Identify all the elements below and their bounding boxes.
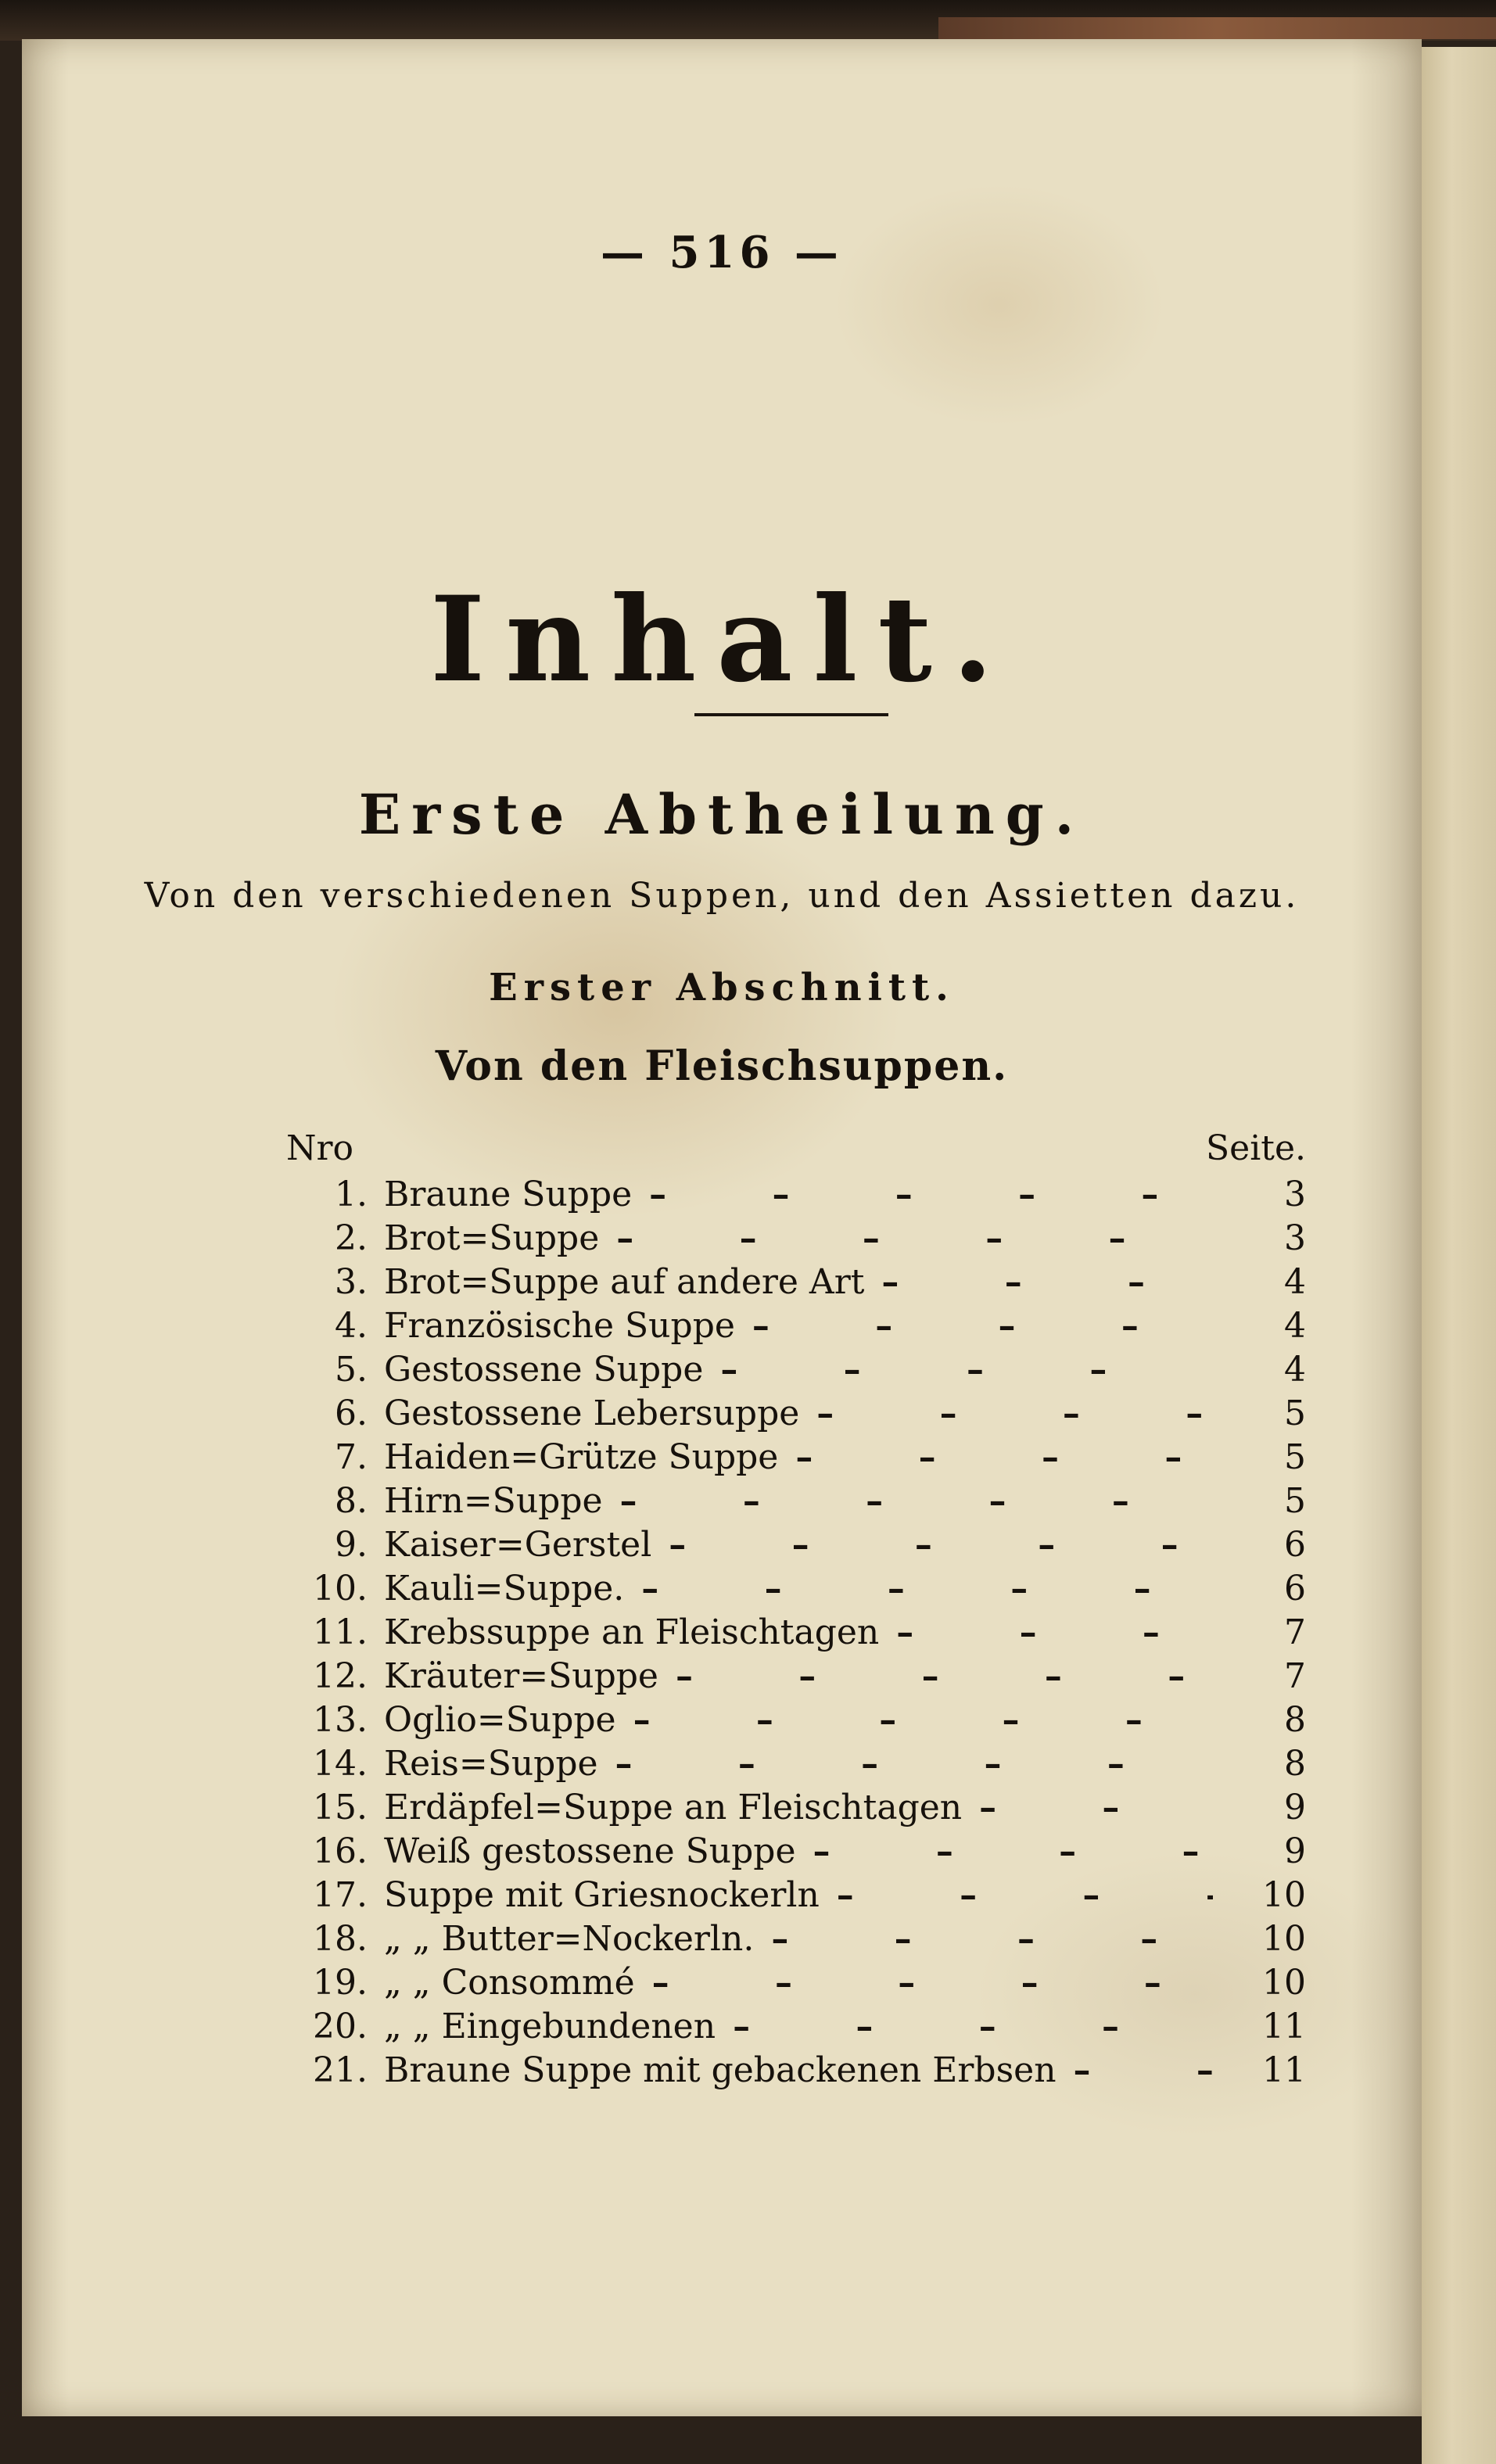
toc-entry-page: 7 [1284, 1612, 1306, 1652]
toc-entry-number: 7. [335, 1437, 368, 1477]
toc-entry-number: 19. [313, 1963, 368, 2003]
toc-entry-line [384, 1612, 1213, 1652]
dash-leader [620, 1481, 1213, 1521]
section-subtitle: Von den verschiedenen Suppen, und den Assietten dazu. [144, 876, 1300, 916]
book-binding-strip [0, 0, 1496, 41]
toc-entry-line [384, 1744, 1213, 1784]
toc-entry-number: 15. [313, 1788, 368, 1827]
title-divider [694, 713, 888, 716]
toc-entry-title: Brot=Suppe [384, 1218, 600, 1258]
toc-entry-line [384, 1919, 1213, 1959]
toc-entry-number: 14. [313, 1744, 368, 1784]
dash-leader [669, 1525, 1213, 1565]
toc-entry-line [384, 1963, 1213, 2003]
toc-row [22, 1963, 1422, 2007]
toc-entry-page: 4 [1284, 1306, 1306, 1346]
toc-entry-title: Weiß gestossene Suppe [384, 1831, 796, 1871]
toc-entry-page: 9 [1284, 1788, 1306, 1827]
toc-entry-line [384, 1306, 1213, 1346]
dash-leader [616, 1218, 1213, 1258]
toc-entry-number: 3. [335, 1262, 368, 1302]
toc-entry-page: 4 [1284, 1262, 1306, 1302]
toc-row [22, 1350, 1422, 1393]
toc-entry-title: Kaiser=Gerstel [384, 1525, 652, 1565]
dash-leader [615, 1744, 1213, 1784]
toc-entry-line [384, 1700, 1213, 1740]
toc-row [22, 1788, 1422, 1831]
toc-entry-line [384, 1481, 1213, 1521]
page-title: Inhalt. [430, 571, 1013, 708]
toc-entry-title: „ „ Consommé [384, 1963, 635, 2003]
dash-leader [881, 1262, 1213, 1302]
toc-entry-line [384, 2050, 1213, 2090]
toc-entry-title: Französische Suppe [384, 1306, 735, 1346]
toc-entry-title: Gestossene Lebersuppe [384, 1393, 800, 1433]
toc-entry-title: Krebssuppe an Fleischtagen [384, 1612, 880, 1652]
toc-entry-number: 17. [313, 1875, 368, 1915]
page-number: — 516 — [601, 227, 843, 278]
chapter-subtitle: Von den Fleischsuppen. [435, 1042, 1009, 1090]
toc-entry-number: 12. [313, 1656, 368, 1696]
toc-entry-number: 10. [313, 1569, 368, 1609]
toc-entry-line [384, 2007, 1213, 2046]
toc-entry-line [384, 1350, 1213, 1390]
chapter-heading: Erster Abschnitt. [489, 966, 955, 1010]
dash-leader [771, 1919, 1213, 1959]
toc-entry-line [384, 1437, 1213, 1477]
dash-leader [816, 1393, 1213, 1433]
facing-page-edge [1422, 47, 1496, 2464]
toc-entry-number: 4. [335, 1306, 368, 1346]
toc-row [22, 1525, 1422, 1569]
toc-entry-title: „ „ Butter=Nockerln. [384, 1919, 755, 1959]
dash-leader [979, 1788, 1213, 1827]
dash-leader [733, 2007, 1213, 2046]
toc-entry-line [384, 1569, 1213, 1609]
toc-entry-page: 3 [1284, 1218, 1306, 1258]
toc-entry-number: 20. [313, 2007, 368, 2046]
toc-entry-number: 9. [335, 1525, 368, 1565]
dash-leader [813, 1831, 1214, 1871]
toc-entry-line [384, 1656, 1213, 1696]
column-header-page: Seite. [1206, 1128, 1306, 1168]
table-of-contents [22, 1175, 1422, 2094]
toc-entry-number: 8. [335, 1481, 368, 1521]
dash-leader [720, 1350, 1213, 1390]
toc-entry-number: 1. [335, 1175, 368, 1214]
column-header-number: Nro [286, 1128, 354, 1168]
toc-entry-page: 11 [1262, 2007, 1306, 2046]
toc-row [22, 1437, 1422, 1481]
toc-entry-number: 6. [335, 1393, 368, 1433]
toc-entry-title: Kauli=Suppe. [384, 1569, 625, 1609]
toc-row [22, 1744, 1422, 1788]
toc-entry-title: Erdäpfel=Suppe an Fleischtagen [384, 1788, 963, 1827]
toc-entry-title: Gestossene Suppe [384, 1350, 704, 1390]
dash-leader [896, 1612, 1213, 1652]
toc-entry-title: Brot=Suppe auf andere Art [384, 1262, 865, 1302]
toc-row [22, 1831, 1422, 1875]
toc-entry-page: 6 [1284, 1569, 1306, 1609]
toc-row [22, 1569, 1422, 1612]
toc-entry-number: 21. [313, 2050, 368, 2090]
dash-leader [649, 1175, 1213, 1214]
toc-entry-page: 10 [1262, 1875, 1306, 1915]
toc-entry-title: Kräuter=Suppe [384, 1656, 658, 1696]
dash-leader [676, 1656, 1213, 1696]
dash-leader [1074, 2050, 1213, 2090]
toc-entry-page: 8 [1284, 1744, 1306, 1784]
dash-leader [652, 1963, 1213, 2003]
toc-row [22, 1700, 1422, 1744]
toc-entry-line [384, 1525, 1213, 1565]
toc-entry-line [384, 1875, 1213, 1915]
toc-entry-title: Braune Suppe [384, 1175, 633, 1214]
binding-ribbon [938, 17, 1496, 39]
toc-row [22, 2007, 1422, 2050]
toc-entry-page: 6 [1284, 1525, 1306, 1565]
toc-entry-line [384, 1218, 1213, 1258]
dash-leader [795, 1437, 1213, 1477]
toc-entry-number: 11. [313, 1612, 368, 1652]
toc-row [22, 1393, 1422, 1437]
toc-entry-number: 13. [313, 1700, 368, 1740]
dash-leader [837, 1875, 1213, 1915]
toc-entry-page: 5 [1284, 1437, 1306, 1477]
toc-row [22, 1481, 1422, 1525]
toc-row [22, 1218, 1422, 1262]
toc-row [22, 1612, 1422, 1656]
toc-entry-page: 5 [1284, 1481, 1306, 1521]
toc-entry-title: Braune Suppe mit gebackenen Erbsen [384, 2050, 1057, 2090]
toc-entry-page: 10 [1262, 1963, 1306, 2003]
toc-entry-page: 10 [1262, 1919, 1306, 1959]
book-page [22, 39, 1422, 2416]
toc-entry-page: 9 [1284, 1831, 1306, 1871]
dash-leader [633, 1700, 1213, 1740]
toc-entry-line [384, 1393, 1213, 1433]
toc-entry-title: Suppe mit Griesnockerln [384, 1875, 820, 1915]
toc-entry-page: 11 [1262, 2050, 1306, 2090]
toc-entry-page: 4 [1284, 1350, 1306, 1390]
toc-entry-line [384, 1788, 1213, 1827]
toc-entry-page: 3 [1284, 1175, 1306, 1214]
toc-entry-number: 5. [335, 1350, 368, 1390]
toc-entry-line [384, 1831, 1213, 1871]
toc-entry-title: Haiden=Grütze Suppe [384, 1437, 779, 1477]
toc-row [22, 1306, 1422, 1350]
toc-row [22, 1262, 1422, 1306]
toc-entry-title: „ „ Eingebundenen [384, 2007, 716, 2046]
section-heading: Erste Abtheilung. [358, 782, 1085, 847]
toc-entry-line [384, 1175, 1213, 1214]
toc-entry-title: Oglio=Suppe [384, 1700, 616, 1740]
toc-entry-page: 7 [1284, 1656, 1306, 1696]
dash-leader [752, 1306, 1213, 1346]
toc-entry-number: 2. [335, 1218, 368, 1258]
toc-entry-page: 5 [1284, 1393, 1306, 1433]
toc-row [22, 1919, 1422, 1963]
toc-entry-line [384, 1262, 1213, 1302]
toc-entry-page: 8 [1284, 1700, 1306, 1740]
dash-leader [641, 1569, 1213, 1609]
toc-entry-number: 16. [313, 1831, 368, 1871]
toc-entry-title: Reis=Suppe [384, 1744, 598, 1784]
toc-row [22, 1875, 1422, 1919]
toc-row [22, 2050, 1422, 2094]
toc-row [22, 1656, 1422, 1700]
toc-entry-title: Hirn=Suppe [384, 1481, 603, 1521]
toc-row [22, 1175, 1422, 1218]
toc-entry-number: 18. [313, 1919, 368, 1959]
